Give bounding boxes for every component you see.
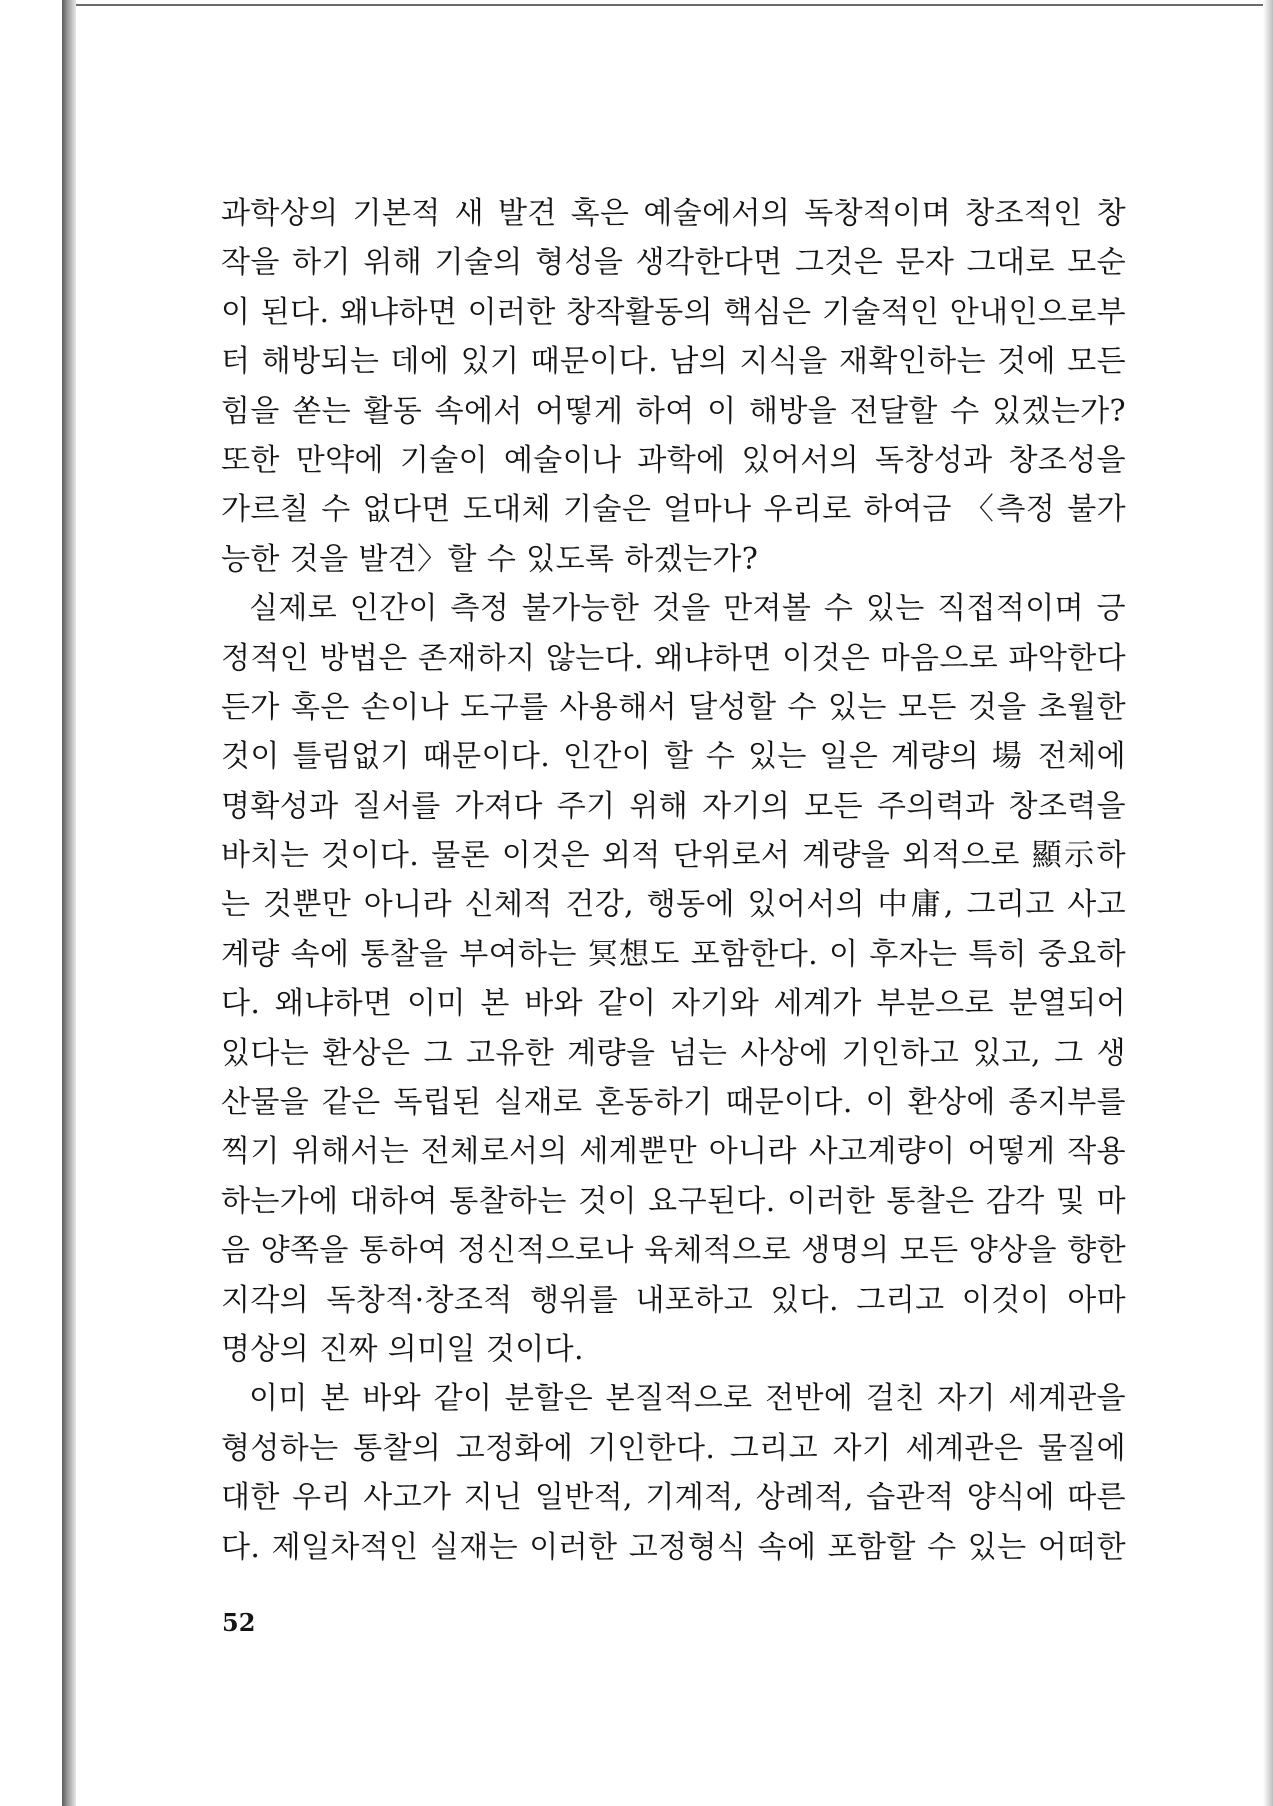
text-line: 하는가에 대하여 통찰하는 것이 요구된다. 이러한 통찰은 감각 및 마 [221, 1183, 1126, 1219]
page-number: 52 [222, 1608, 256, 1637]
text-line: 또한 만약에 기술이 예술이나 과학에 있어서의 독창성과 창조성을 [221, 442, 1126, 478]
text-line: 능한 것을 발견〉할 수 있도록 하겠는가? [221, 541, 759, 577]
text-line: 계량 속에 통찰을 부여하는 冥想도 포함한다. 이 후자는 특히 중요하 [221, 936, 1126, 972]
text-line: 산물을 같은 독립된 실재로 혼동하기 때문이다. 이 환상에 종지부를 [221, 1085, 1126, 1121]
paragraph-1 [221, 189, 1126, 584]
text-line: 터 해방되는 데에 있기 때문이다. 남의 지식을 재확인하는 것에 모든 [221, 344, 1126, 380]
text-line: 명확성과 질서를 가져다 주기 위해 자기의 모든 주의력과 창조력을 [221, 788, 1126, 824]
text-line: 다. 왜냐하면 이미 본 바와 같이 자기와 세계가 부분으로 분열되어 [221, 986, 1126, 1022]
text-line: 든가 혹은 손이나 도구를 사용해서 달성할 수 있는 모든 것을 초월한 [221, 689, 1126, 725]
text-line: 이 된다. 왜냐하면 이러한 창작활동의 핵심은 기술적인 안내인으로부 [221, 294, 1126, 330]
page-right-edge [1263, 0, 1273, 1806]
text-line: 형성하는 통찰의 고정화에 기인한다. 그리고 자기 세계관은 물질에 [221, 1430, 1126, 1466]
text-line: 이미 본 바와 같이 분할은 본질적으로 전반에 걸친 자기 세계관을 [249, 1381, 1126, 1417]
text-line: 가르칠 수 없다면 도대체 기술은 얼마나 우리로 하여금 〈측정 불가 [221, 492, 1126, 528]
text-line: 대한 우리 사고가 지닌 일반적, 기계적, 상례적, 습관적 양식에 따른 [221, 1480, 1126, 1516]
book-spine-shadow [62, 0, 76, 1806]
text-line: 는 것뿐만 아니라 신체적 건강, 행동에 있어서의 中庸, 그리고 사고 [221, 887, 1126, 923]
text-line: 작을 하기 위해 기술의 형성을 생각한다면 그것은 문자 그대로 모순 [221, 245, 1126, 281]
text-line: 실제로 인간이 측정 불가능한 것을 만져볼 수 있는 직접적이며 긍 [249, 591, 1126, 627]
text-line: 음 양쪽을 통하여 정신적으로나 육체적으로 생명의 모든 양상을 향한 [221, 1233, 1126, 1269]
text-line: 있다는 환상은 그 고유한 계량을 넘는 사상에 기인하고 있고, 그 생 [221, 1035, 1126, 1071]
text-line: 찍기 위해서는 전체로서의 세계뿐만 아니라 사고계량이 어떻게 작용 [221, 1134, 1126, 1170]
paragraph-2 [221, 584, 1126, 1374]
body-text [221, 189, 1126, 1572]
text-line: 지각의 독창적·창조적 행위를 내포하고 있다. 그리고 이것이 아마 [221, 1282, 1126, 1318]
text-line: 힘을 쏟는 활동 속에서 어떻게 하여 이 해방을 전달할 수 있겠는가? [221, 393, 1126, 429]
text-line: 다. 제일차적인 실재는 이러한 고정형식 속에 포함할 수 있는 어떠한 [221, 1529, 1126, 1565]
text-line: 명상의 진짜 의미일 것이다. [221, 1331, 584, 1367]
paragraph-3 [221, 1374, 1126, 1572]
text-line: 것이 틀림없기 때문이다. 인간이 할 수 있는 일은 계량의 場 전체에 [221, 739, 1126, 775]
text-line: 과학상의 기본적 새 발견 혹은 예술에서의 독창적이며 창조적인 창 [221, 196, 1126, 231]
text-line: 정적인 방법은 존재하지 않는다. 왜냐하면 이것은 마음으로 파악한다 [221, 640, 1126, 676]
text-line: 바치는 것이다. 물론 이것은 외적 단위로서 계량을 외적으로 顯示하 [221, 838, 1126, 874]
